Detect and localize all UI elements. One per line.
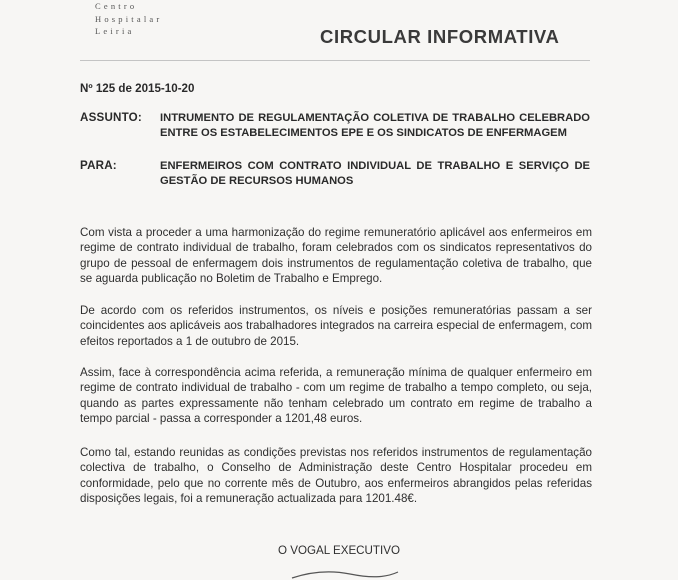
recipients-label: PARA: <box>80 159 117 172</box>
organization-name <box>95 0 162 38</box>
signatory-role: O VOGAL EXECUTIVO <box>278 544 400 557</box>
document-title: CIRCULAR INFORMATIVA <box>320 26 560 47</box>
circular-number: Nº 125 de 2015-10-20 <box>80 82 195 95</box>
body-paragraph-3: Assim, face à correspondência acima referida, a remuneração mínima de qualquer enfermeiro em regime de contrato individual de trabalho - com um regime de trabalho a tempo completo, ou seja, quando as partes expressamente não tenham celebrado um contrato em regime de trabalho a tempo parcial - passa a corresponder a 1201,48 euros. <box>80 366 592 426</box>
recipients-text: ENFERMEIROS COM CONTRATO INDIVIDUAL DE TRABALHO E SERVIÇO DE GESTÃO DE RECURSOS HUMANOS <box>160 160 590 187</box>
body-paragraph-2: De acordo com os referidos instrumentos, os níveis e posições remuneratórias passam a ser coincidentes aos aplicáveis aos trabalhadores integrados na carreira especial de enfermagem, com efeitos reportados a 1 de outubro de 2015. <box>80 304 592 348</box>
signature-mark <box>290 568 400 580</box>
header-divider <box>80 60 590 61</box>
org-line-1: Centro <box>95 1 138 11</box>
org-line-2: Hospitalar <box>95 13 163 24</box>
body-paragraph-1: Com vista a proceder a uma harmonização do regime remuneratório aplicável aos enfermeiros em regime de contrato individual de trabalho, foram celebrados com os sindicatos representativos do grupo de pessoal de enfermagem dois instrumentos de regulamentação coletiva de trabalho, que se aguarda publicação no Boletim de Trabalho e Emprego. <box>80 226 592 286</box>
org-line-3: Leiria <box>95 26 135 36</box>
subject-text: INTRUMENTO DE REGULAMENTAÇÃO COLETIVA DE TRABALHO CELEBRADO ENTRE OS ESTABELECIMENTOS EPE E OS SINDICATOS DE ENFERMAGEM <box>160 112 590 139</box>
body-paragraph-4: Como tal, estando reunidas as condições previstas nos referidos instrumentos de regulamentação colectiva de trabalho, o Conselho de Administração deste Centro Hospitalar procedeu em conformidade, pelo que no corrente mês de Outubro, aos enfermeiros abrangidos pelas referidas disposições legais, foi a remuneração actualizada para 1201.48€. <box>80 446 592 506</box>
subject-label: ASSUNTO: <box>80 111 142 124</box>
